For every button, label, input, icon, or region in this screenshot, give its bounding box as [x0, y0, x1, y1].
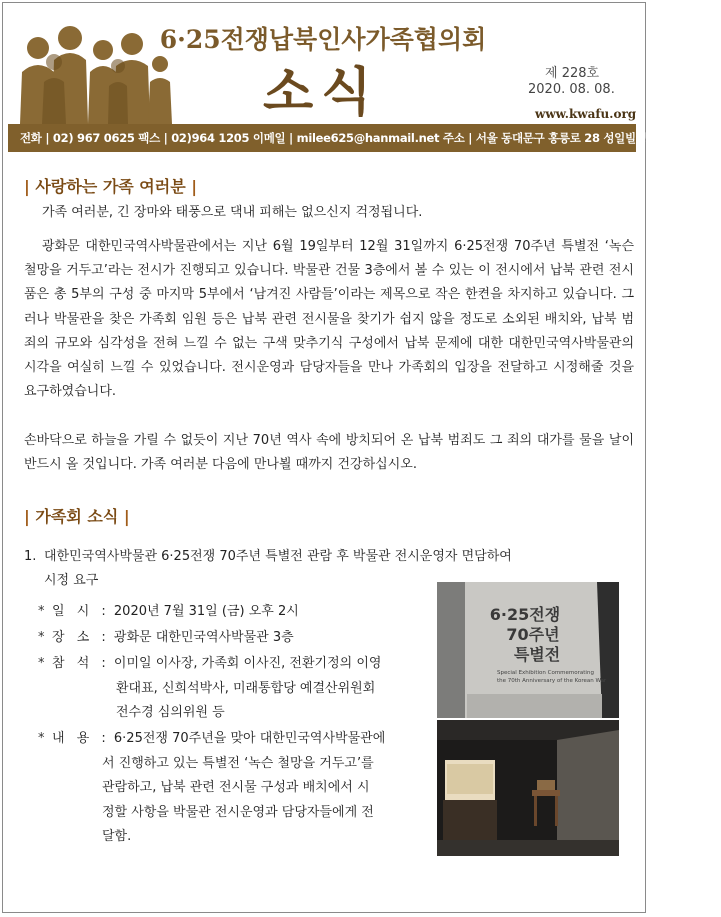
photo-title-line: 6·25전쟁	[489, 605, 561, 624]
photo-title-line: 70주년	[506, 625, 560, 644]
section-heading-text: 사랑하는 가족 여러분	[35, 177, 186, 196]
section-heading-family-news	[24, 504, 130, 527]
photo-caption-line: Special Exhibition Commemorating	[497, 670, 594, 676]
bullet-icon: *	[38, 630, 45, 645]
detail-value: 광화문 대한민국역사박물관 3층	[113, 630, 294, 645]
detail-label: 일 시 :	[52, 604, 110, 619]
heading-bar-right: |	[118, 507, 130, 526]
detail-date	[38, 600, 433, 625]
heading-bar-left: |	[24, 177, 36, 196]
newsletter-title: 소식	[263, 62, 380, 123]
heading-bar-left: |	[24, 507, 36, 526]
bullet-icon: *	[38, 731, 45, 746]
detail-value: 서 진행하고 있는 특별전 ‘녹슨 철망을 거두고’를	[102, 755, 374, 771]
detail-attendees	[38, 652, 433, 726]
detail-value: 2020년 7월 31일 (금) 오후 2시	[113, 604, 299, 619]
issue-date: 2020. 08. 08.	[528, 82, 615, 97]
item-title-line: 대한민국역사박물관 6·25전쟁 70주년 특별전 관람 후 박물관 전시운영자 면담하여	[44, 549, 512, 564]
contact-bar: 전화 | 02) 967 0625 팩스 | 02)964 1205 이메일 | milee625@hanmail.net 주소 | 서울 동대문구 홍릉로 28 성일빌딩 2층 (02490)	[8, 124, 636, 152]
section-heading-text: 가족회 소식	[35, 507, 119, 526]
exhibition-room-illustration	[437, 720, 619, 856]
item-title-line: 시정 요구	[44, 573, 99, 588]
detail-content	[38, 727, 433, 850]
greeting-paragraph: 가족 여러분, 긴 장마와 태풍으로 댁내 피해는 없으신지 걱정됩니다.	[42, 205, 423, 220]
detail-value: 달함.	[102, 829, 132, 844]
bullet-icon: *	[38, 656, 45, 671]
issue-number: 제 228호	[545, 66, 600, 81]
photo-title-line: 특별전	[513, 645, 561, 664]
closing-paragraph: 손바닥으로 하늘을 가릴 수 없듯이 지난 70년 역사 속에 방치되어 온 납북 범죄도 그 죄의 대가를 물을 날이 반드시 올 것입니다. 가족 여러분 다음에 만나뵐 때까지 건강하십시오.	[24, 433, 634, 473]
museum-paragraph: 광화문 대한민국역사박물관에서는 지난 6월 19일부터 12월 31일까지 6·25전쟁 70주년 특별전 ‘녹슨 철망을 거두고’라는 전시가 진행되고 있습니다. 박물관 건물 3층에서 볼 수 있는 이 전시에서 납북 관련 전시품은 총 5부의 구성 중 마지막 5부에서 ‘남겨진 사람들’이라는 제목으로 작은 한켠을 차지하고 있습니다. 그러나 박물관을 찾은 가족회 임원 등은 납북 관련 전시물을 찾기가 쉽지 않을 정도로 소외된 배치와, 납북 범죄의 규모와 심각성을 전혀 느낄 수 없는 구색 맞추기식 구성에서 납북 문제에 대한 대한민국역사박물관의 시각을 여실히 느낄 수 있었습니다. 전시운영과 담당자들을 만나 가족회의 입장을 전달하고 시정해줄 것을 요구하였습니다.	[24, 239, 634, 400]
item-number: 1.	[24, 549, 37, 564]
detail-value: 전수경 심의위원 등	[116, 705, 225, 720]
detail-value: 환대표, 신희석박사, 미래통합당 예결산위원회	[116, 680, 376, 696]
exhibition-wall-illustration	[437, 582, 619, 718]
detail-value: 이미일 이사장, 가족회 이사진, 전환기정의 이영	[113, 656, 382, 671]
detail-label: 내 용 :	[52, 731, 110, 746]
detail-value: 정할 사항을 박물관 전시운영과 담당자들에게 전	[102, 804, 374, 820]
detail-value: 6·25전쟁 70주년을 맞아 대한민국역사박물관에	[113, 731, 386, 746]
bullet-icon: *	[38, 604, 45, 619]
detail-label: 장 소 :	[52, 630, 110, 645]
exhibition-entrance-photo	[437, 582, 619, 718]
section-heading-dear-families	[24, 174, 197, 197]
detail-value: 관람하고, 납북 관련 전시물 구성과 배치에서 시	[102, 780, 370, 795]
exhibition-room-photo	[437, 720, 619, 856]
detail-label: 참 석 :	[52, 656, 110, 671]
newsletter-header	[8, 8, 636, 124]
heading-bar-right: |	[185, 177, 198, 196]
website-link[interactable]: www.kwafu.org	[535, 107, 637, 121]
detail-place	[38, 626, 433, 651]
photo-caption-line: the 70th Anniversary of the Korean War	[497, 678, 607, 684]
organization-name: 6·25전쟁납북인사가족협의회	[159, 25, 487, 54]
